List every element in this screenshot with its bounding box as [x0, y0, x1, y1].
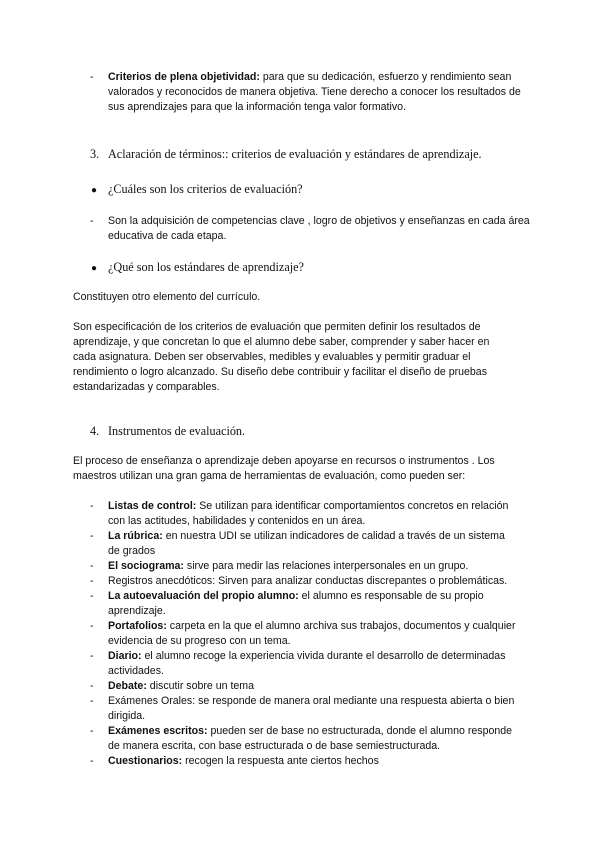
item-text: en nuestra UDI se utilizan indicadores de calidad a través de un sistema de grados	[108, 530, 505, 557]
list-item	[90, 559, 518, 574]
item-text: Registros anecdóticos: Sirven para analizar conductas discrepantes o problemáticas.	[108, 575, 508, 587]
list-item	[90, 694, 518, 724]
item-term: Portafolios:	[108, 620, 167, 632]
list-item	[90, 619, 518, 649]
dash-marker: -	[90, 71, 94, 83]
bullet-icon: ●	[91, 185, 98, 196]
dash-marker: -	[90, 620, 94, 632]
list-item	[90, 649, 518, 679]
section-number: 4.	[90, 424, 100, 438]
list-item	[90, 529, 518, 559]
list-item	[90, 574, 518, 589]
list-item	[90, 679, 518, 694]
item-text: el alumno es responsable de su propio aprendizaje.	[108, 590, 484, 617]
item-term: Debate:	[108, 680, 147, 692]
item-text: para que su dedicación, esfuerzo y rendimiento sean valorados y reconocidos de manera objetiva. Tiene derecho a conocer los resultados de sus aprendizajes para que la información tenga valor formativo.	[108, 71, 521, 113]
instruments-list	[90, 499, 518, 769]
section-4-heading	[90, 424, 245, 439]
item-text: Se utilizan para identificar comportamientos concretos en relación con las actitudes, habilidades y contenidos en un área.	[108, 500, 509, 527]
item-text: Exámenes Orales: se responde de manera oral mediante una respuesta abierta o bien dirigida.	[108, 695, 515, 722]
answer-criterios: - Son la adquisición de competencias clave , logro de objetivos y enseñanzas en cada área educativa de cada etapa.	[90, 215, 530, 242]
question-criterios: ● ¿Cuáles son los criterios de evaluación?	[91, 182, 303, 196]
bullet-icon: ●	[91, 263, 98, 274]
item-text: discutir sobre un tema	[146, 680, 255, 692]
dash-marker: -	[90, 560, 94, 572]
list-item-criterios	[90, 70, 530, 115]
item-term: Cuestionarios:	[108, 755, 183, 767]
item-text: recogen la respuesta ante ciertos hechos	[182, 755, 379, 767]
item-term: El sociograma:	[108, 560, 184, 572]
dash-marker: -	[90, 590, 94, 602]
item-term: Diario:	[108, 650, 142, 662]
dash-marker: -	[90, 725, 94, 737]
item-text: sirve para medir las relaciones interpersonales en un grupo.	[183, 560, 469, 572]
dash-marker: -	[90, 215, 94, 227]
paragraph-estandares: Son especificación de los criterios de evaluación que permiten definir los resultados de aprendizaje, y que concretan lo que el alumno debe saber, comprender y saber hacer en cada asignatura. Deben ser observables, medibles y evaluables y permitir graduar el rendimiento o logro alcanzado. Su diseño debe contribuir y facilitar el diseño de pruebas estandarizadas y comparables.	[73, 321, 490, 393]
item-term: Criterios de plena objetividad:	[108, 71, 260, 83]
dash-marker: -	[90, 755, 94, 767]
dash-marker: -	[90, 680, 94, 692]
item-term: La rúbrica:	[108, 530, 163, 542]
item-text: carpeta en la que el alumno archiva sus trabajos, documentos y cualquier evidencia de su progreso con un tema.	[108, 620, 516, 647]
list-item	[90, 589, 518, 619]
dash-marker: -	[90, 530, 94, 542]
section-title: Aclaración de términos:: criterios de evaluación y estándares de aprendizaje.	[108, 147, 482, 161]
dash-marker: -	[90, 575, 94, 587]
item-text: pueden ser de base no estructurada, donde el alumno responde de manera escrita, con base estructurada o de base semiestructurada.	[108, 725, 513, 752]
item-term: La autoevaluación del propio alumno:	[108, 590, 299, 602]
section-3-heading	[90, 147, 482, 162]
dash-marker: -	[90, 650, 94, 662]
item-text: el alumno recoge la experiencia vivida durante el desarrollo de determinadas actividades.	[108, 650, 506, 677]
list-item	[90, 754, 518, 769]
paragraph-intro: El proceso de enseñanza o aprendizaje deben apoyarse en recursos o instrumentos . Los maestros utilizan una gran gama de herramientas de evaluación, como pueden ser:	[73, 455, 495, 482]
item-term: Exámenes escritos:	[108, 725, 208, 737]
section-title: Instrumentos de evaluación.	[108, 424, 246, 438]
list-item	[90, 499, 518, 529]
question-estandares: ● ¿Qué son los estándares de aprendizaje?	[91, 260, 304, 274]
item-term: Listas de control:	[108, 500, 197, 512]
paragraph-curriculo: Constituyen otro elemento del currículo.	[73, 291, 261, 303]
dash-marker: -	[90, 500, 94, 512]
dash-marker: -	[90, 695, 94, 707]
list-item	[90, 724, 518, 754]
section-number: 3.	[90, 147, 100, 161]
